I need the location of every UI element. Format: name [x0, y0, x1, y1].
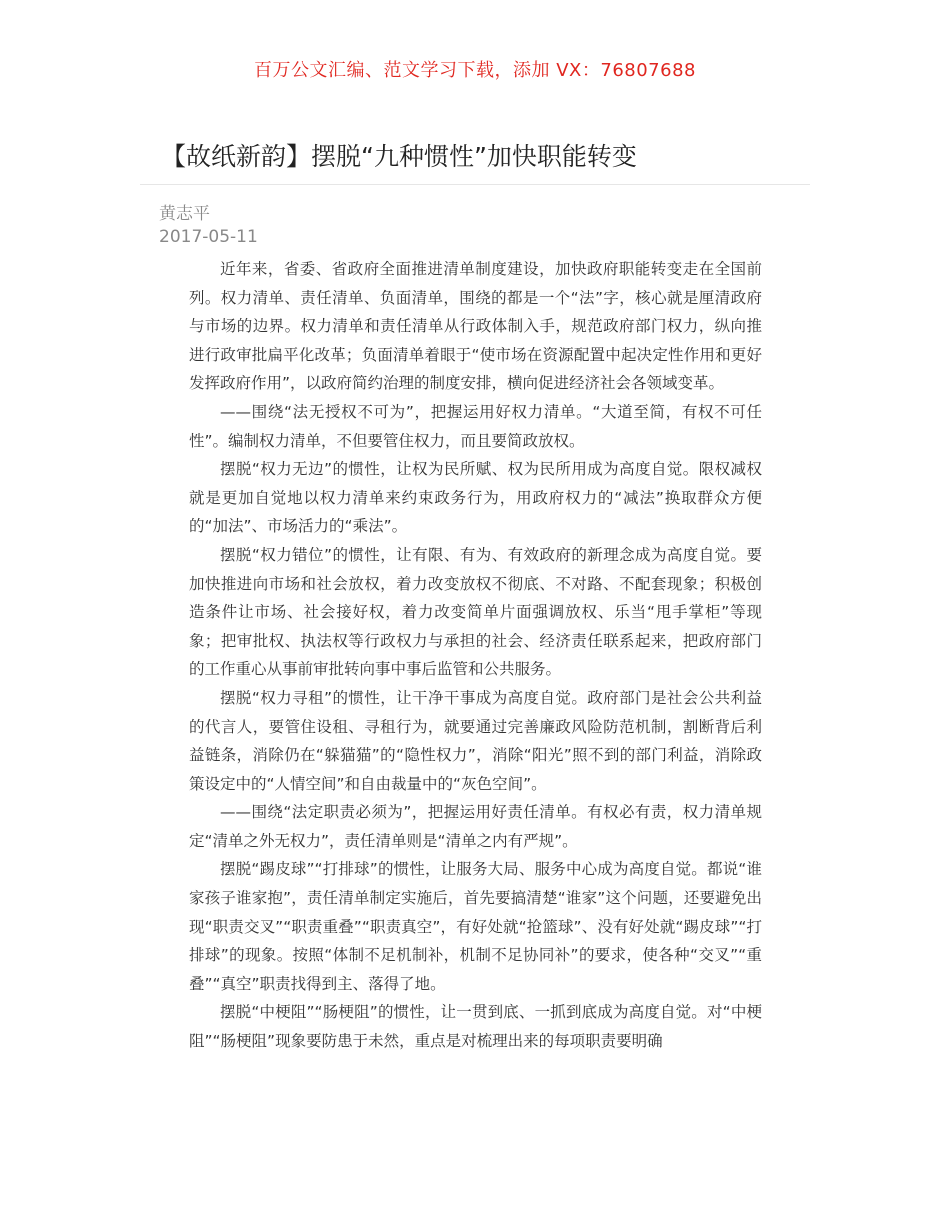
- article-paragraph: ——围绕“法定职责必须为”，把握运用好责任清单。有权必有责，权力清单规定“清单之外无权力”，责任清单则是“清单之内有严规”。: [189, 803, 762, 850]
- watermark-banner: 百万公文汇编、范文学习下载，添加 VX：76807688: [254, 60, 696, 81]
- article-author: 黄志平: [159, 204, 210, 224]
- article-paragraph: 摆脱“踢皮球”“打排球”的惯性，让服务大局、服务中心成为高度自觉。都说“谁家孩子谁家抱”，责任清单制定实施后，首先要搞清楚“谁家”这个问题，还要避免出现“职责交叉”“职责重叠”“职责真空”，有好处就“抢篮球”、没有好处就“踢皮球”“打排球”的现象。按照“体制不足机制补，机制不足协同补”的要求，使各种“交叉”“重叠”“真空”职责找得到主、落得了地。: [189, 860, 762, 993]
- article-meta: [159, 203, 258, 249]
- article-paragraph: 摆脱“权力无边”的惯性，让权为民所赋、权为民所用成为高度自觉。限权减权就是更加自觉地以权力清单来约束政务行为，用政府权力的“减法”换取群众方便的“加法”、市场活力的“乘法”。: [189, 460, 762, 536]
- article-paragraph: 摆脱“权力错位”的惯性，让有限、有为、有效政府的新理念成为高度自觉。要加快推进向市场和社会放权，着力改变放权不彻底、不对路、不配套现象；积极创造条件让市场、社会接好权，着力改变简单片面强调放权、乐当“甩手掌柜”等现象；把审批权、执法权等行政权力与承担的社会、经济责任联系起来，把政府部门的工作重心从事前审批转向事中事后监管和公共服务。: [189, 545, 762, 679]
- article-paragraph: 近年来，省委、省政府全面推进清单制度建设，加快政府职能转变走在全国前列。权力清单、责任清单、负面清单，围绕的都是一个“法”字，核心就是厘清政府与市场的边界。权力清单和责任清单从行政体制入手，规范政府部门权力，纵向推进行政审批扁平化改革；负面清单着眼于“使市场在资源配置中起决定性作用和更好发挥政府作用”，以政府简约治理的制度安排，横向促进经济社会各领域变革。: [189, 260, 762, 393]
- article-paragraph: 摆脱“权力寻租”的惯性，让干净干事成为高度自觉。政府部门是社会公共利益的代言人，要管住设租、寻租行为，就要通过完善廉政风险防范机制，割断背后利益链条，消除仍在“躲猫猫”的“隐性权力”，消除“阳光”照不到的部门利益，消除政策设定中的“人情空间”和自由裁量中的“灰色空间”。: [189, 688, 762, 793]
- article-title: 【故纸新韵】摆脱“九种惯性”加快职能转变: [161, 142, 637, 171]
- article-body: [189, 255, 762, 1056]
- article-date: 2017-05-11: [159, 227, 258, 247]
- article-paragraph: ——围绕“法无授权不可为”，把握运用好权力清单。“大道至简，有权不可任性”。编制权力清单，不但要管住权力，而且要简政放权。: [189, 402, 762, 450]
- article-paragraph: 摆脱“中梗阻”“肠梗阻”的惯性，让一贯到底、一抓到底成为高度自觉。对“中梗阻”“肠梗阻”现象要防患于未然，重点是对梳理出来的每项职责要明确: [189, 1003, 762, 1051]
- title-divider: [140, 184, 810, 185]
